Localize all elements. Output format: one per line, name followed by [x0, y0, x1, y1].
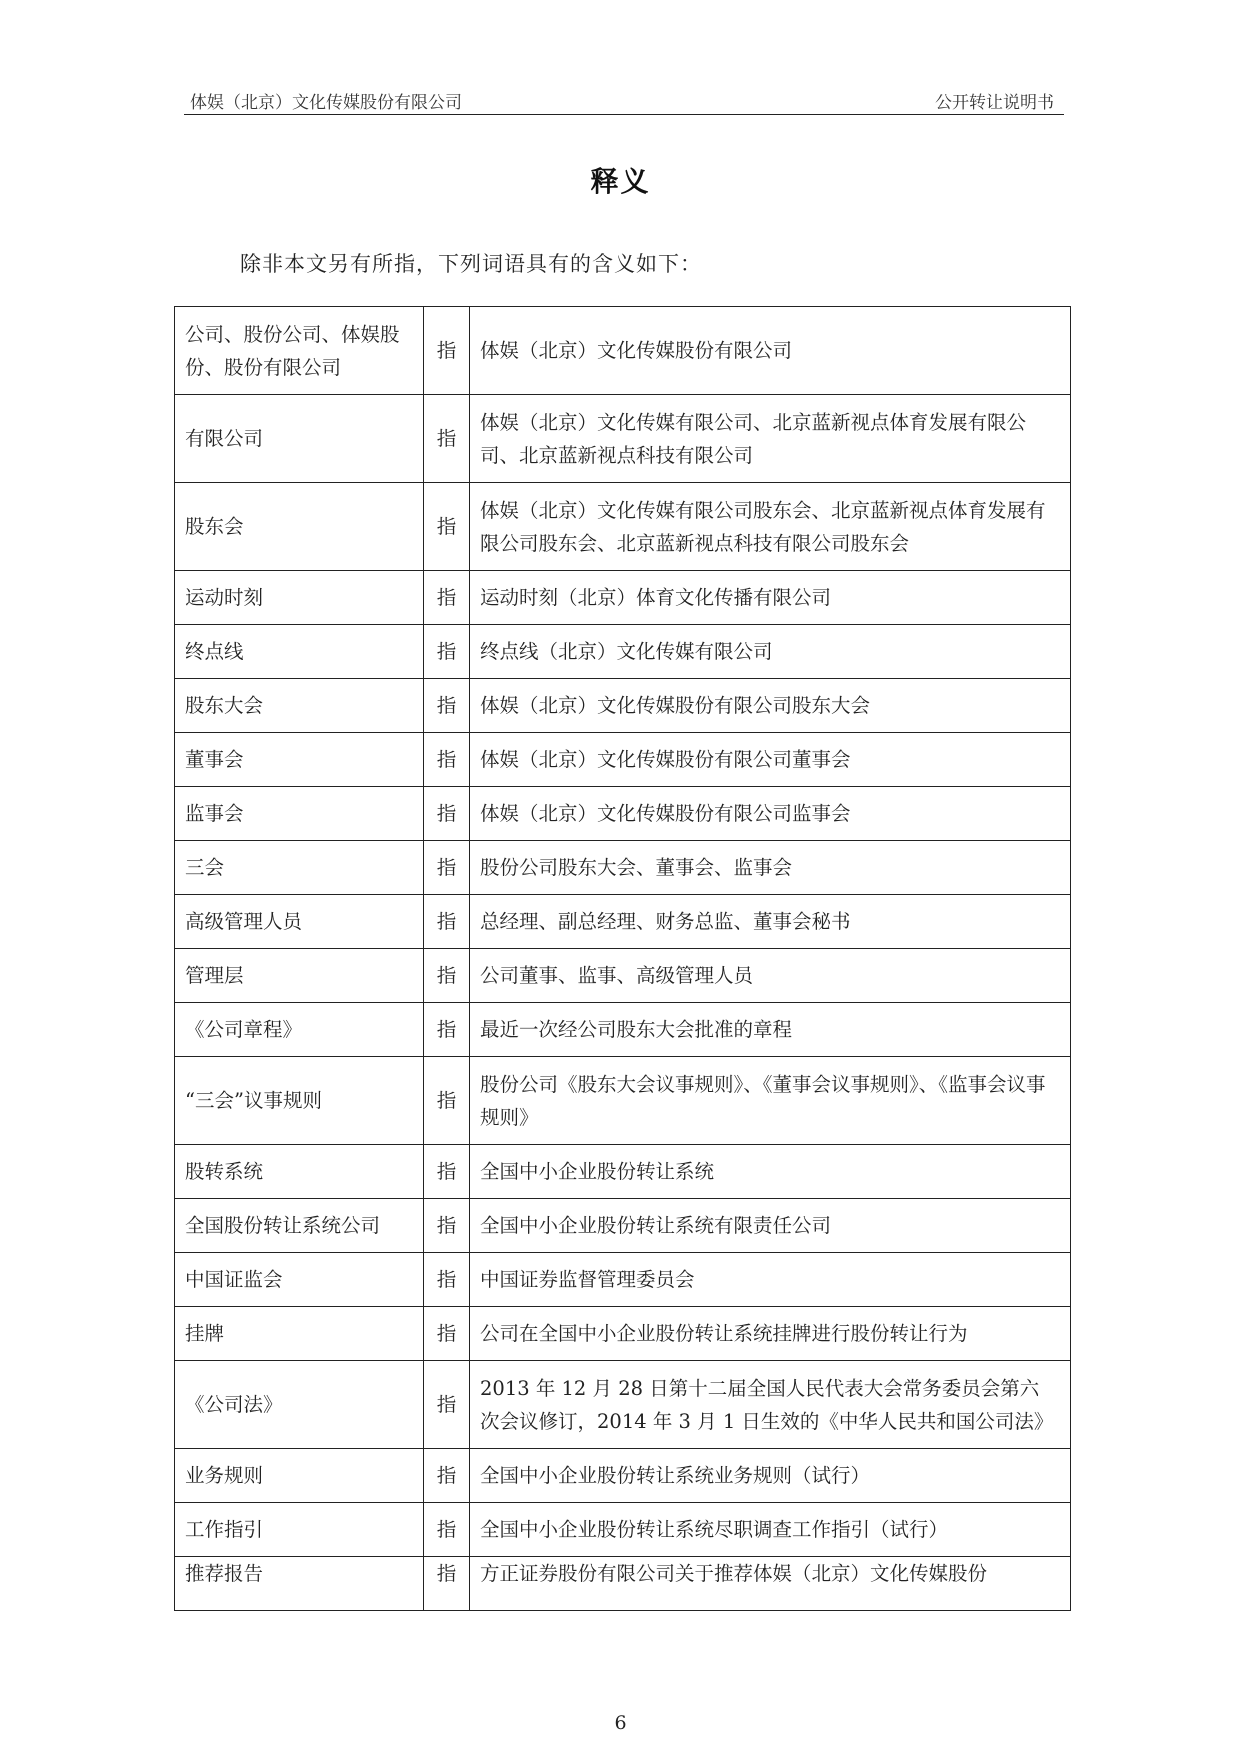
definition-meaning: 终点线（北京）文化传媒有限公司 [470, 625, 1071, 679]
definition-marker: 指 [424, 1003, 470, 1057]
definition-term: 推荐报告 [175, 1557, 424, 1611]
definition-row [175, 733, 1071, 787]
definition-meaning: 运动时刻（北京）体育文化传播有限公司 [470, 571, 1071, 625]
definition-marker: 指 [424, 1057, 470, 1145]
definition-term: 运动时刻 [175, 571, 424, 625]
definition-term: 有限公司 [175, 395, 424, 483]
definition-term: 工作指引 [175, 1503, 424, 1557]
definition-meaning: 公司在全国中小企业股份转让系统挂牌进行股份转让行为 [470, 1307, 1071, 1361]
definition-term: 监事会 [175, 787, 424, 841]
header-divider [184, 114, 1064, 115]
header-document-type: 公开转让说明书 [935, 93, 1054, 113]
definition-term: 公司、股份公司、体娱股份、股份有限公司 [175, 307, 424, 395]
definition-row [175, 1449, 1071, 1503]
definition-meaning-text: 2013 年 12 月 28 日第十二届全国人民代表大会常务委员会第六 次会议修订，2014 年 3 月 1 日生效的《中华人民共和国公司法》 [480, 1376, 1059, 1433]
definition-term: 《公司法》 [175, 1361, 424, 1449]
definition-term: 管理层 [175, 949, 424, 1003]
definition-row [175, 1307, 1071, 1361]
definition-row [175, 1361, 1071, 1449]
definition-term: 股转系统 [175, 1145, 424, 1199]
section-title: 释义 [590, 165, 651, 198]
definition-term: 高级管理人员 [175, 895, 424, 949]
definition-marker: 指 [424, 1503, 470, 1557]
definitions-table [174, 306, 1071, 1611]
definition-meaning: 体娱（北京）文化传媒股份有限公司董事会 [470, 733, 1071, 787]
definition-row [175, 571, 1071, 625]
definition-marker: 指 [424, 679, 470, 733]
definition-marker: 指 [424, 1449, 470, 1503]
definition-meaning: 体娱（北京）文化传媒股份有限公司监事会 [470, 787, 1071, 841]
intro-paragraph: 除非本文另有所指，下列词语具有的含义如下： [240, 252, 702, 276]
definition-marker: 指 [424, 1361, 470, 1449]
definition-meaning: 股份公司股东大会、董事会、监事会 [470, 841, 1071, 895]
definition-meaning: 全国中小企业股份转让系统业务规则（试行） [470, 1449, 1071, 1503]
definition-meaning: 股份公司《股东大会议事规则》、《董事会议事规则》、《监事会议事规则》 [470, 1057, 1071, 1145]
definition-row [175, 1503, 1071, 1557]
definition-meaning-text: 方正证券股份有限公司关于推荐体娱（北京）文化传媒股份 [480, 1562, 988, 1585]
definition-row [175, 1145, 1071, 1199]
definition-row [175, 483, 1071, 571]
page-header [184, 88, 1064, 116]
definition-row [175, 625, 1071, 679]
definition-term: 挂牌 [175, 1307, 424, 1361]
definition-marker: 指 [424, 1307, 470, 1361]
definition-row [175, 395, 1071, 483]
definition-term: “三会”议事规则 [175, 1057, 424, 1145]
definition-meaning: 体娱（北京）文化传媒有限公司、北京蓝新视点体育发展有限公司、北京蓝新视点科技有限公司 [470, 395, 1071, 483]
definition-marker: 指 [424, 1199, 470, 1253]
definition-marker: 指 [424, 787, 470, 841]
definition-row [175, 679, 1071, 733]
definition-row [175, 841, 1071, 895]
definition-term: 业务规则 [175, 1449, 424, 1503]
definition-row [175, 307, 1071, 395]
definition-term: 三会 [175, 841, 424, 895]
definition-meaning: 全国中小企业股份转让系统尽职调查工作指引（试行） [470, 1503, 1071, 1557]
definition-term: 全国股份转让系统公司 [175, 1199, 424, 1253]
definition-marker: 指 [424, 625, 470, 679]
definition-row [175, 895, 1071, 949]
definition-row [175, 1003, 1071, 1057]
definition-marker: 指 [424, 571, 470, 625]
definition-term: 终点线 [175, 625, 424, 679]
definition-marker: 指 [424, 1253, 470, 1307]
definition-term: 股东大会 [175, 679, 424, 733]
page-number: 6 [614, 1712, 627, 1734]
definition-row [175, 949, 1071, 1003]
definition-row [175, 1557, 1071, 1611]
definition-meaning: 体娱（北京）文化传媒有限公司股东会、北京蓝新视点体育发展有限公司股东会、北京蓝新视点科技有限公司股东会 [470, 483, 1071, 571]
definition-meaning: 全国中小企业股份转让系统有限责任公司 [470, 1199, 1071, 1253]
definition-row [175, 1199, 1071, 1253]
definition-row [175, 1253, 1071, 1307]
definition-marker: 指 [424, 307, 470, 395]
definition-row [175, 1057, 1071, 1145]
definition-meaning: 全国中小企业股份转让系统 [470, 1145, 1071, 1199]
definition-marker: 指 [424, 395, 470, 483]
definition-term: 中国证监会 [175, 1253, 424, 1307]
definition-marker: 指 [424, 483, 470, 571]
header-company-name: 体娱（北京）文化传媒股份有限公司 [190, 93, 462, 113]
definition-meaning: 体娱（北京）文化传媒股份有限公司股东大会 [470, 679, 1071, 733]
definition-marker: 指 [424, 949, 470, 1003]
definition-term: 董事会 [175, 733, 424, 787]
definition-row [175, 787, 1071, 841]
definition-marker: 指 [424, 895, 470, 949]
definition-meaning: 中国证券监督管理委员会 [470, 1253, 1071, 1307]
definition-marker: 指 [424, 841, 470, 895]
definition-meaning: 体娱（北京）文化传媒股份有限公司 [470, 307, 1071, 395]
definition-marker: 指 [424, 1145, 470, 1199]
definition-meaning [470, 1361, 1071, 1449]
definition-meaning [470, 1557, 1071, 1611]
definition-marker: 指 [424, 733, 470, 787]
definition-meaning: 总经理、副总经理、财务总监、董事会秘书 [470, 895, 1071, 949]
definition-meaning: 最近一次经公司股东大会批准的章程 [470, 1003, 1071, 1057]
definition-marker: 指 [424, 1557, 470, 1611]
definition-term: 《公司章程》 [175, 1003, 424, 1057]
definition-meaning: 公司董事、监事、高级管理人员 [470, 949, 1071, 1003]
definition-term: 股东会 [175, 483, 424, 571]
